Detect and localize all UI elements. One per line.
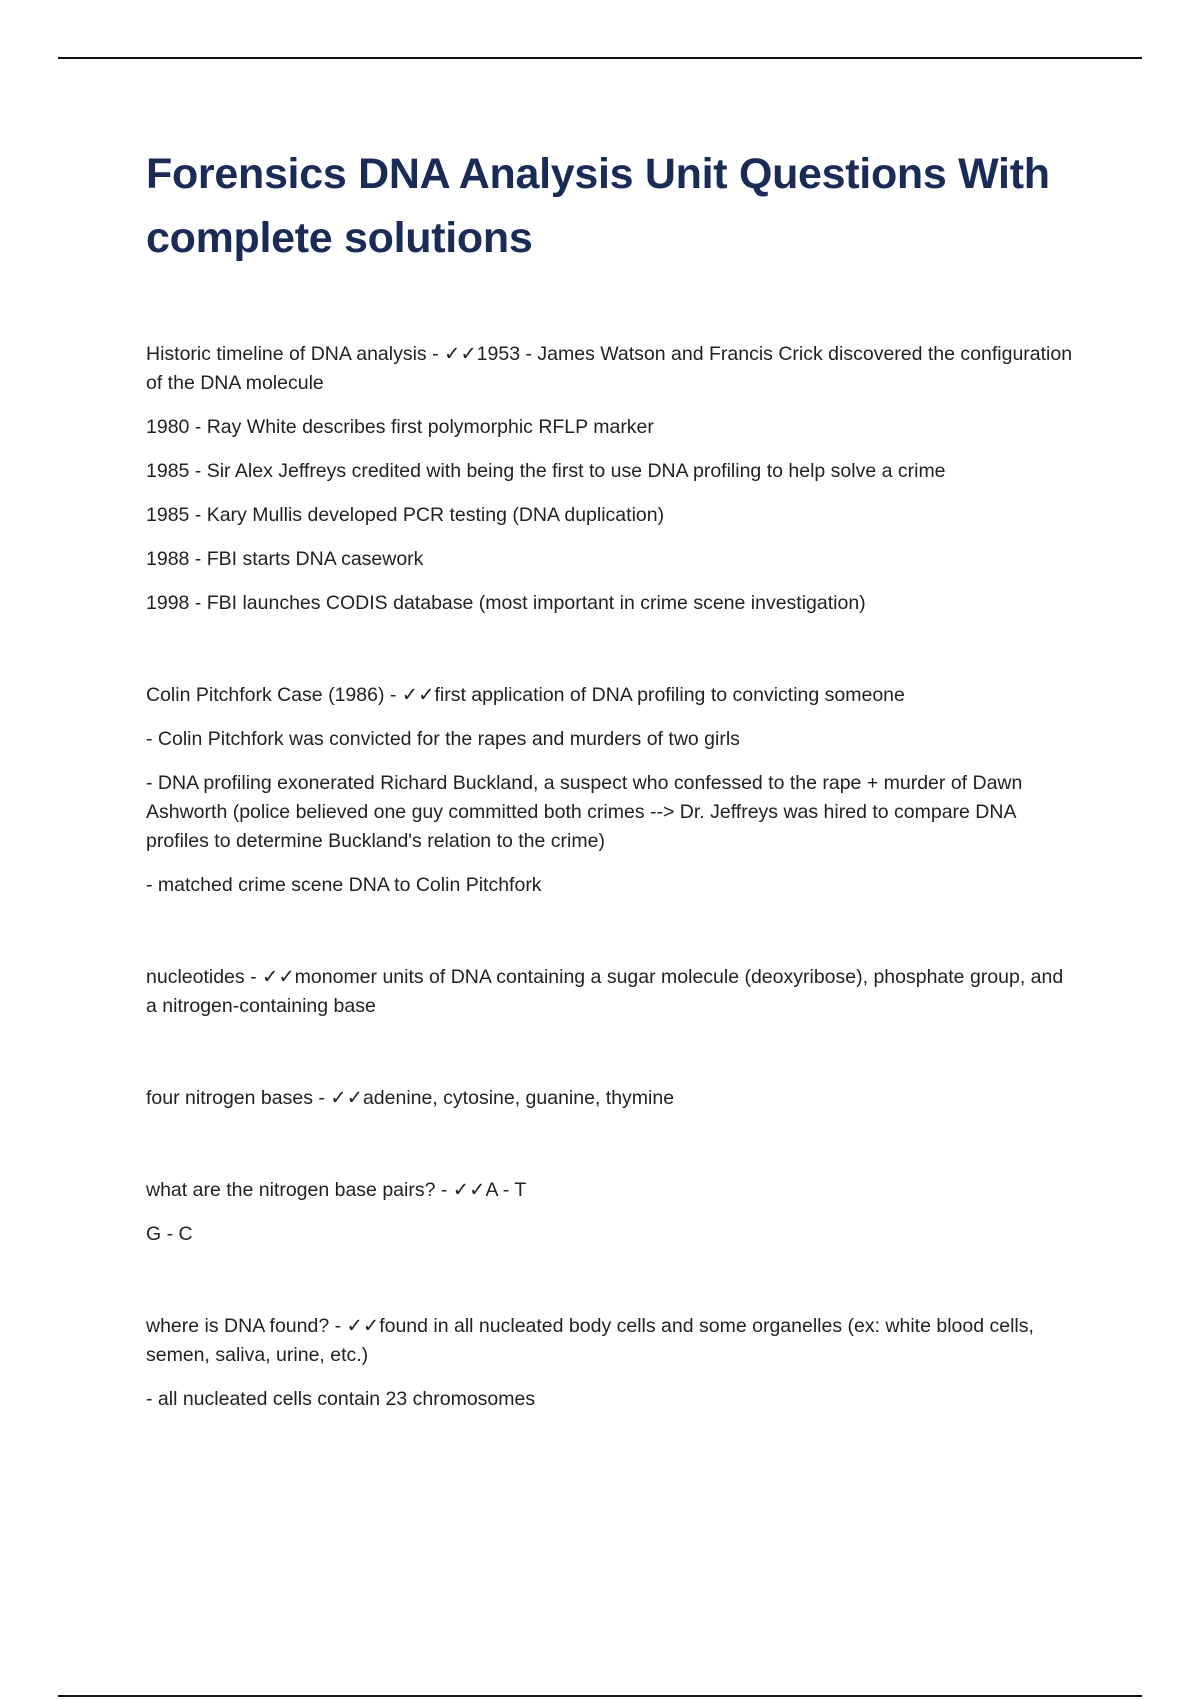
answer-line: four nitrogen bases - ✓✓adenine, cytosine, guanine, thymine [146,1087,675,1109]
answer-line: 1988 - FBI starts DNA casework [146,548,424,570]
answer-line: Historic timeline of DNA analysis - ✓✓1953 - James Watson and Francis Crick discovered the configuration of the DNA molecule [146,343,1073,394]
answer-line: 1985 - Sir Alex Jeffreys credited with being the first to use DNA profiling to help solve a crime [146,460,946,482]
answer-line: nucleotides - ✓✓monomer units of DNA containing a sugar molecule (deoxyribose), phosphate group, and a nitrogen-containing base [146,966,1064,1017]
answer-line: - all nucleated cells contain 23 chromosomes [146,1388,536,1410]
title-line-2: complete solutions [146,214,533,262]
qa-block-nitrogen-bases [146,1084,1076,1113]
answer-line: - Colin Pitchfork was convicted for the rapes and murders of two girls [146,728,740,750]
qa-block-nucleotides [146,963,1076,1021]
qa-block-dna-location [146,1312,1076,1414]
answer-line: Colin Pitchfork Case (1986) - ✓✓first application of DNA profiling to convicting someone [146,684,905,706]
answer-line: G - C [146,1223,193,1245]
answer-line: - matched crime scene DNA to Colin Pitchfork [146,874,542,896]
answer-line: 1980 - Ray White describes first polymorphic RFLP marker [146,416,654,438]
title-line-1: Forensics DNA Analysis Unit Questions With [146,150,1050,198]
qa-block-pitchfork-case [146,681,1076,900]
document-title [146,142,1076,270]
answer-line: 1998 - FBI launches CODIS database (most important in crime scene investigation) [146,592,866,614]
answer-line: 1985 - Kary Mullis developed PCR testing (DNA duplication) [146,504,665,526]
answer-line: - DNA profiling exonerated Richard Buckland, a suspect who confessed to the rape + murder of Dawn Ashworth (police believed one guy committed both crimes --> Dr. Jeffreys was hired to compare DNA profiles to determine Buckland's relation to the crime) [146,772,1023,852]
document-body [146,142,1076,1429]
bottom-rule [58,1695,1142,1697]
qa-block-base-pairs [146,1176,1076,1249]
answer-line: what are the nitrogen base pairs? - ✓✓A - T [146,1179,527,1201]
top-rule [58,57,1142,59]
qa-block-dna-timeline [146,340,1076,618]
answer-line: where is DNA found? - ✓✓found in all nucleated body cells and some organelles (ex: white blood cells, semen, saliva, urine, etc.) [146,1315,1034,1366]
